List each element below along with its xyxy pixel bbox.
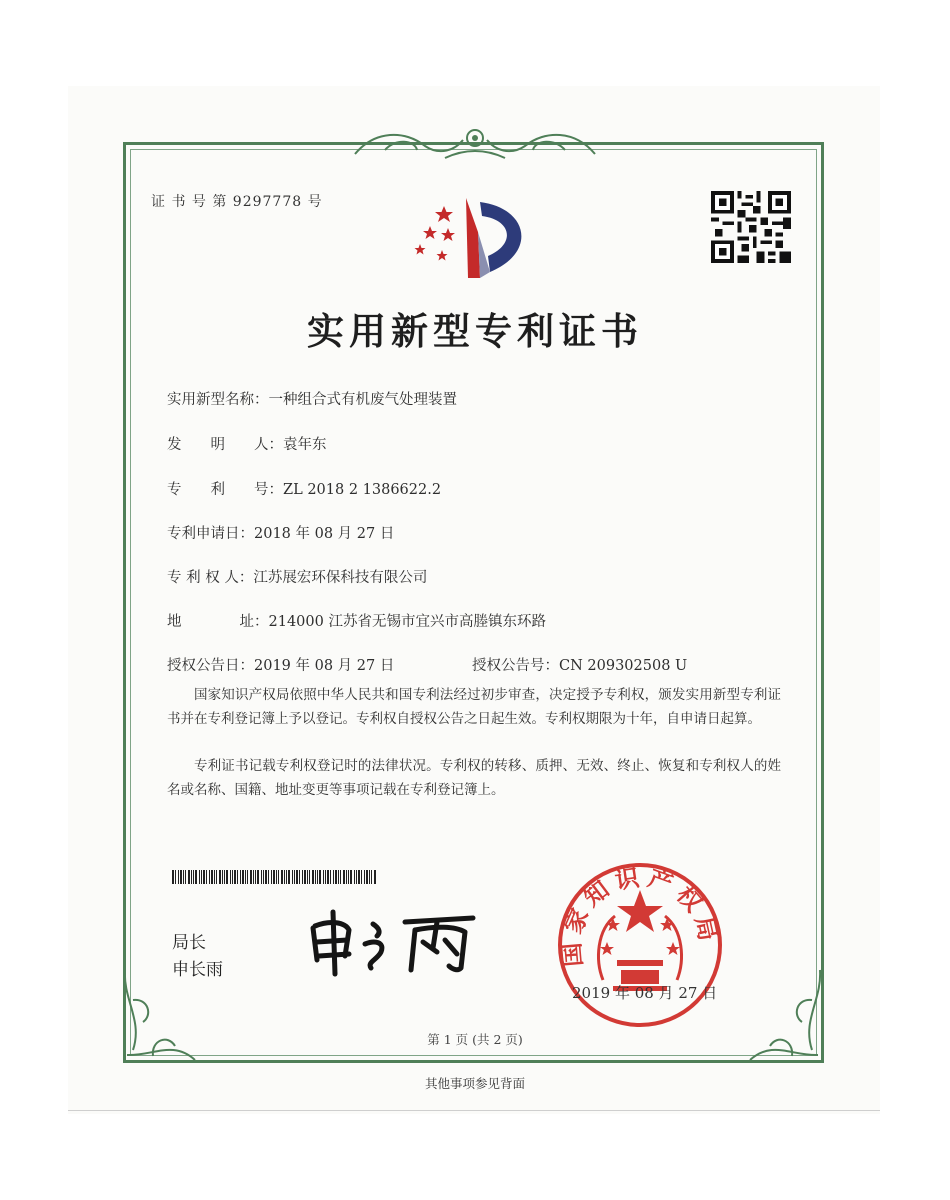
field-value: 袁年东 [283,437,327,453]
body-paragraph-1: 国家知识产权局依照中华人民共和国专利法经过初步审查，决定授予专利权，颁发实用新型专利证书并在专利登记簿上予以登记。专利权自授权公告之日起生效。专利权期限为十年，自申请日起算。 [167,687,781,727]
field-address [167,610,546,631]
field-label: 授权公告号： [472,658,559,674]
field-label: 专 利 权 人： [167,570,254,586]
bottom-rule [68,1110,880,1111]
field-label: 实用新型名称： [167,392,269,408]
field-label: 专 利 号： [167,482,283,498]
field-patent-number [167,478,441,499]
field-value: 2019 年 08 月 27 日 [254,658,395,674]
field-value: CN 209302508 U [559,658,688,674]
corner-ornament-right [742,960,832,1070]
footer-note: 其他事项参见背面 [424,1076,525,1091]
qr-code-icon [711,191,791,263]
svg-text:国家知识产权局: 国家知识产权局 [557,862,724,968]
certificate-title: 实用新型专利证书 [307,310,643,353]
field-grant-date [167,654,394,675]
field-grant-number [472,654,687,675]
handwritten-signature-icon [305,908,485,978]
barcode-icon [172,870,378,884]
top-ornament [345,120,605,164]
certificate-number: 证 书 号 第 9297778 号 [151,194,323,210]
field-label: 地 址： [167,614,269,630]
field-filing-date [167,522,394,543]
field-label: 授权公告日： [167,658,254,674]
field-label: 专利申请日： [167,526,254,542]
field-label: 发 明 人： [167,437,283,453]
field-value: 一种组合式有机废气处理装置 [268,392,457,408]
patent-office-emblem-icon [408,192,538,284]
director-title: 局长 [172,933,206,953]
field-inventor [167,433,327,454]
field-patentee [167,566,427,587]
director-name: 申长雨 [172,960,223,980]
page-number: 第 1 页 (共 2 页) [427,1032,523,1047]
field-value: 2018 年 08 月 27 日 [254,526,395,542]
field-value: 江苏展宏环保科技有限公司 [253,570,428,586]
official-seal-icon [555,860,725,1030]
field-value: ZL 2018 2 1386622.2 [283,482,442,498]
body-paragraph-2: 专利证书记载专利权登记时的法律状况。专利权的转移、质押、无效、终止、恢复和专利权人的姓名或名称、国籍、地址变更等事项记载在专利登记簿上。 [167,758,781,798]
issue-date: 2019 年 08 月 27 日 [572,984,718,1002]
field-value: 214000 江苏省无锡市宜兴市高塍镇东环路 [268,614,546,630]
field-utility-model-name [167,388,457,409]
